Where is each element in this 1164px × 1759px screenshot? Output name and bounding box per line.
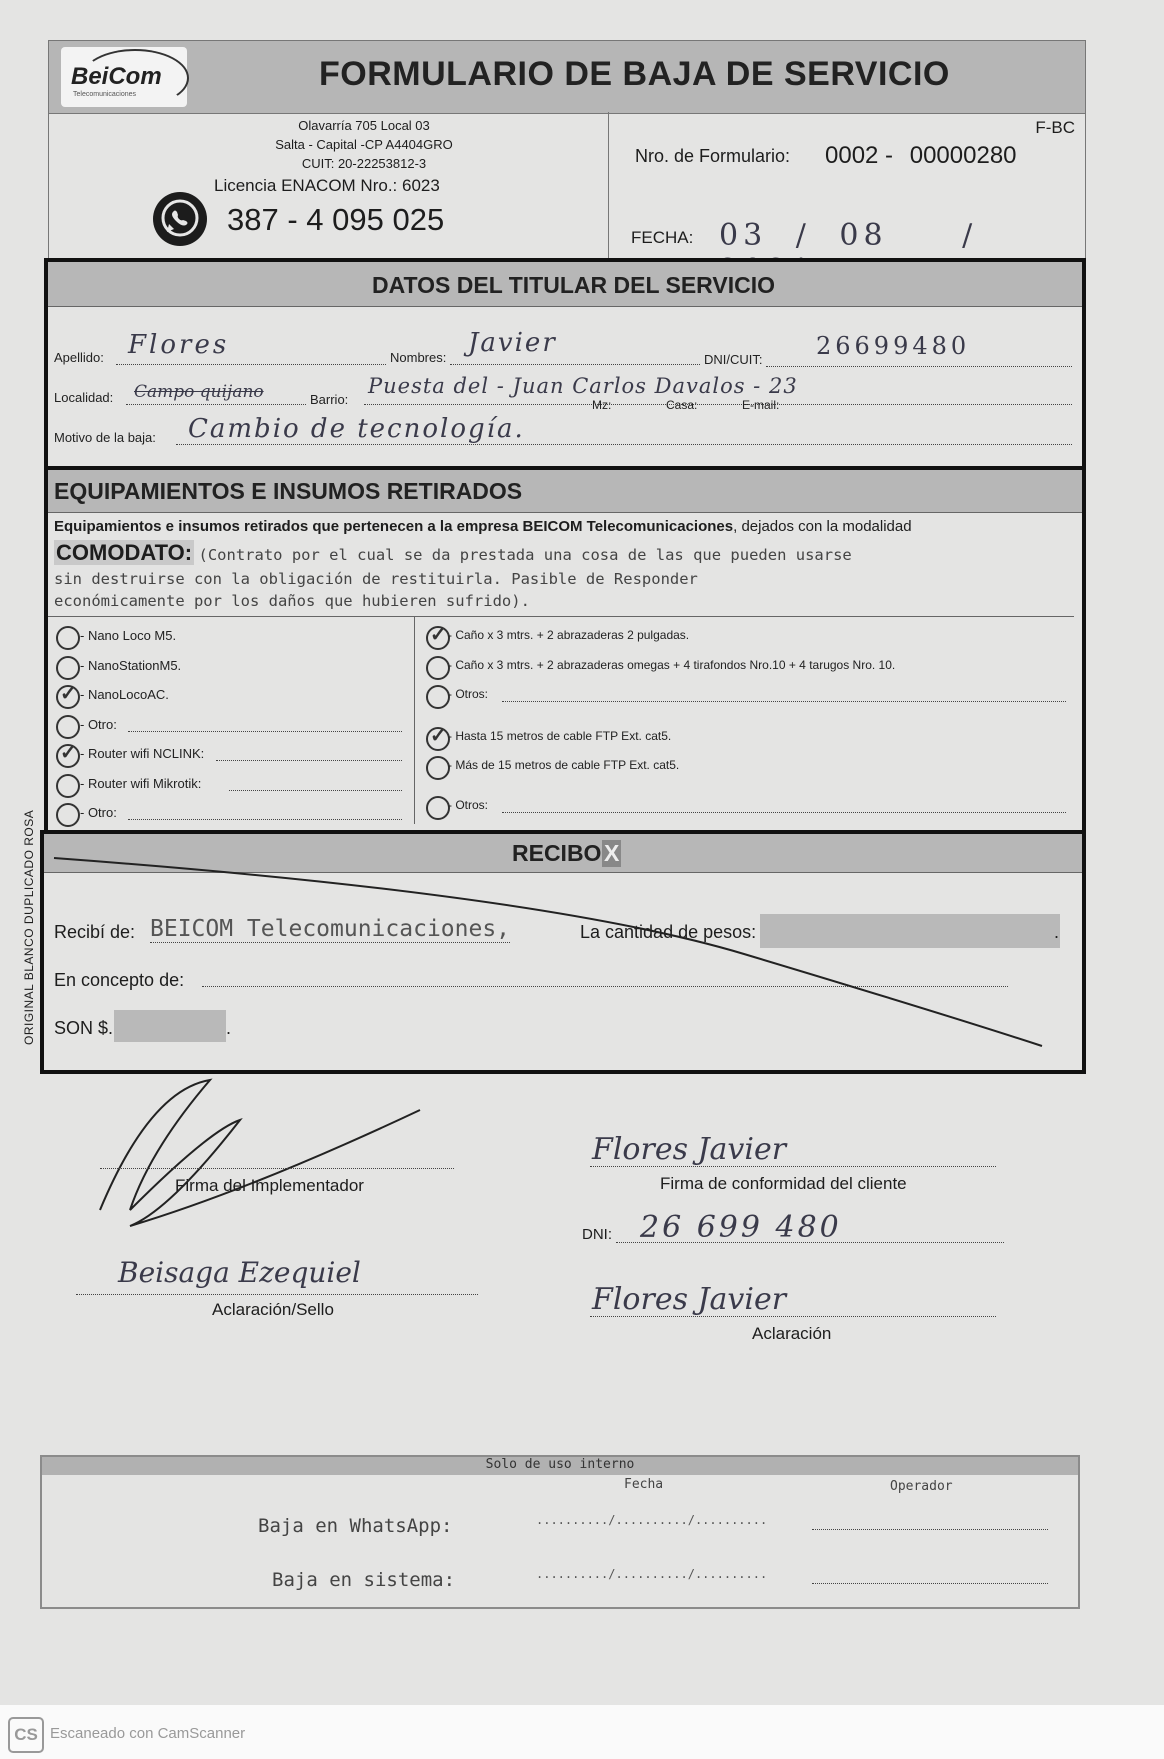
form-title: FORMULARIO DE BAJA DE SERVICIO [319, 55, 950, 93]
date-month: 08 [839, 218, 888, 253]
implementador-signature [90, 1070, 440, 1230]
checkbox-circle[interactable] [426, 756, 450, 780]
apellido-value: Flores [128, 330, 230, 360]
aclaracion-sello-value: Beisaga Ezequiel [118, 1256, 361, 1289]
equipment-section: EQUIPAMIENTOS E INSUMOS RETIRADOS Equipamientos e insumos retirados que pertenecen a la empresa BEICOM Telecomunicaciones, dejados con la modalidad COMODATO: (Contrato por el cual se da prestada una cosa de las que pueden usarse sin destruirse con la obligación de restituirla. Pasible de Responder económicamente por los daños que hubieren sufrido). - Nano Loco M5. - NanoStationM5. ✓ - NanoLocoAC. - Otro: ✓ - Router wifi NCLINK: - Router wifi Mikrotik: - Otro: ✓ - Caño x 3 mtrs. + 2 abrazaderas 2 pulgadas. - Caño x 3 mtrs. + 2 abrazaderas omegas + 4 tirafondos Nro.10 + 4 tarugos Nro. 10. - Otros: ✓ - Hasta 15 metros de cable FTP Ext. cat5. - Más de 15 metros de cable FTP Ext. cat5. - Otros: [44, 466, 1086, 836]
implementador-label: Firma del Implementador [175, 1176, 364, 1195]
company-cuit: CUIT: 20-22253812-3 [301, 156, 427, 171]
item-label: - Nano Loco M5. [80, 628, 177, 643]
company-address-1: Olavarría 705 Local 03 [298, 118, 430, 133]
item-label: - Caño x 3 mtrs. + 2 abrazaderas omegas + 4 tirafondos Nro.10 + 4 tarugos Nro. 10. [448, 658, 896, 672]
checkbox-circle[interactable] [56, 774, 80, 798]
motivo-value: Cambio de tecnología. [188, 414, 525, 444]
form-page: ORIGINAL BLANCO DUPLICADO ROSA BeiCom Telecomunicaciones FORMULARIO DE BAJA DE SERVICIO Olavarría 705 Local 03 Salta - Capital -CP A4404GRO CUIT: 20-22253812-3 Licencia ENACOM Nro.: 6023 387 - 4 095 025 F-BC Nro. de Formulario: 0002 - 00000280 FECHA: 03 / 08 / DATOS DEL TITULAR DEL SERVICIO Apellido: Flores Nombres: Javier DNI/CUIT: 26699480 Localidad: Campo quijano Barrio: Puesta del - Juan Carlos Davalos - 23 Mz: Casa: E-mail: Motivo de la baja: Cambio de tecnología. EQUIPAMIENTOS E INSUMOS RETIRADOS Equipamientos e insumos retirados que pertenecen a la empresa BEICOM Telecomunicaciones, dejados con la modalidad COMODATO: (Contrato por el cual se da prestada una cosa de las que pueden usarse sin destruirse con la obligación de restituirla. Pasible de Responder económicamente por los daños que hubieren sufrido). - Nano Loco M5. - NanoStationM5. ✓ - NanoLocoAC. - Otro: ✓ - Router wifi NCLINK: - Router wifi Mikrotik: - Otro: ✓ - Caño x 3 mtrs. + 2 abrazaderas 2 pulgadas. - Caño x 3 mtrs. + 2 abrazaderas omegas + 4 tirafondos Nro.10 + 4 tarugos Nro. 10. - Otros: ✓ - Hasta 15 metros de cable FTP Ext. cat5. - Más de 15 metros de cable FTP Ext. cat5. - Otros: RECIBO X Recibí de: BEICOM Telecomunicaciones, La cantidad de pesos: . En concepto de: SON $. . Firma del Implementador Beisaga Ezequiel Aclaración/Sello Flores Javier Firma de conformidad del cliente DNI: 26 699 480 Flores Javier Aclaración Solo de uso interno Fecha Operador Baja en WhatsApp: ........../........../.......... Baja en sistema: ........../........../.......... [0, 0, 1164, 1705]
checkbox-circle[interactable] [56, 656, 80, 680]
titular-title: DATOS DEL TITULAR DEL SERVICIO [372, 272, 775, 298]
form-number-label: Nro. de Formulario: [635, 146, 791, 166]
receipt-title: RECIBO [512, 840, 602, 866]
company-phone: 387 - 4 095 025 [227, 202, 445, 237]
whatsapp-icon [153, 192, 207, 246]
client-aclaracion-label: Aclaración [752, 1324, 832, 1343]
nombres-value: Javier [468, 328, 557, 358]
localidad-value: Campo quijano [134, 382, 264, 402]
dni-value: 26699480 [816, 332, 971, 360]
item-label: - Otros: [448, 798, 489, 812]
form-number-value: 00000280 [909, 142, 1017, 169]
checkbox-circle[interactable] [56, 803, 80, 827]
barrio-value: Puesta del - Juan Carlos Davalos - 23 [368, 374, 798, 398]
item-label: - Router wifi NCLINK: [80, 746, 205, 761]
item-label: - NanoStationM5. [80, 658, 182, 673]
receipt-section: RECIBO X Recibí de: BEICOM Telecomunicaciones, La cantidad de pesos: . En concepto de: SON $. . [40, 830, 1086, 1074]
date-day: 03 [719, 218, 768, 253]
form-number-prefix: 0002 - [825, 142, 894, 169]
item-label: - Más de 15 metros de cable FTP Ext. cat5. [448, 758, 680, 772]
client-dni-value: 26 699 480 [640, 1210, 842, 1245]
company-info [48, 112, 609, 258]
checkbox-circle[interactable] [56, 715, 80, 739]
form-header [48, 40, 1086, 114]
item-label: - NanoLocoAC. [80, 687, 169, 702]
copy-side-label: ORIGINAL BLANCO DUPLICADO ROSA [22, 809, 36, 1045]
company-address-2: Salta - Capital -CP A4404GRO [275, 137, 453, 152]
form-code: F-BC [1035, 118, 1075, 137]
comodato-label: COMODATO: [56, 540, 193, 565]
titular-section: DATOS DEL TITULAR DEL SERVICIO Apellido: Flores Nombres: Javier DNI/CUIT: 26699480 Localidad: Campo quijano Barrio: Puesta del - Juan Carlos Davalos - 23 Mz: Casa: E-mail: Motivo de la baja: Cambio de tecnología. [44, 258, 1086, 470]
checkbox-circle[interactable] [56, 626, 80, 650]
aclaracion-sello-label: Aclaración/Sello [212, 1300, 334, 1319]
company-logo: BeiCom Telecomunicaciones [61, 47, 187, 107]
checkbox-circle[interactable] [426, 656, 450, 680]
client-aclaracion-value: Flores Javier [592, 1282, 787, 1317]
receipt-strikethrough [44, 834, 1082, 1070]
checkbox-circle[interactable] [426, 796, 450, 820]
item-label: - Hasta 15 metros de cable FTP Ext. cat5. [448, 729, 672, 743]
checkbox-circle[interactable] [426, 685, 450, 709]
check-mark-icon: ✓ [430, 624, 447, 646]
receipt-x-mark: X [604, 840, 620, 866]
camscanner-logo-icon: CS [8, 1717, 44, 1753]
item-label: - Router wifi Mikrotik: [80, 776, 202, 791]
date-label: FECHA: [631, 228, 694, 247]
item-label: - Otro: [80, 717, 117, 732]
item-label: - Otros: [448, 687, 489, 701]
equipment-title: EQUIPAMIENTOS E INSUMOS RETIRADOS [54, 478, 523, 504]
item-label: - Otro: [80, 805, 117, 820]
scanner-footer [0, 1705, 1164, 1759]
client-signature-label: Firma de conformidad del cliente [660, 1174, 907, 1193]
check-mark-icon: ✓ [60, 683, 77, 705]
company-license: Licencia ENACOM Nro.: 6023 [214, 176, 440, 195]
internal-use-box: Solo de uso interno Fecha Operador Baja en WhatsApp: ........../........../.......... Baja en sistema: ........../........../.......... [40, 1455, 1080, 1609]
internal-use-title: Solo de uso interno [42, 1457, 1078, 1475]
recibi-value: BEICOM Telecomunicaciones, [150, 916, 511, 942]
check-mark-icon: ✓ [430, 725, 447, 747]
scanner-footer-text: Escaneado con CamScanner [50, 1725, 246, 1742]
item-label: - Caño x 3 mtrs. + 2 abrazaderas 2 pulgadas. [448, 628, 690, 642]
check-mark-icon: ✓ [60, 742, 77, 764]
form-meta: F-BC Nro. de Formulario: 0002 - 00000280 FECHA: 03 / 08 / [608, 112, 1086, 258]
client-signature: Flores Javier [592, 1132, 787, 1167]
